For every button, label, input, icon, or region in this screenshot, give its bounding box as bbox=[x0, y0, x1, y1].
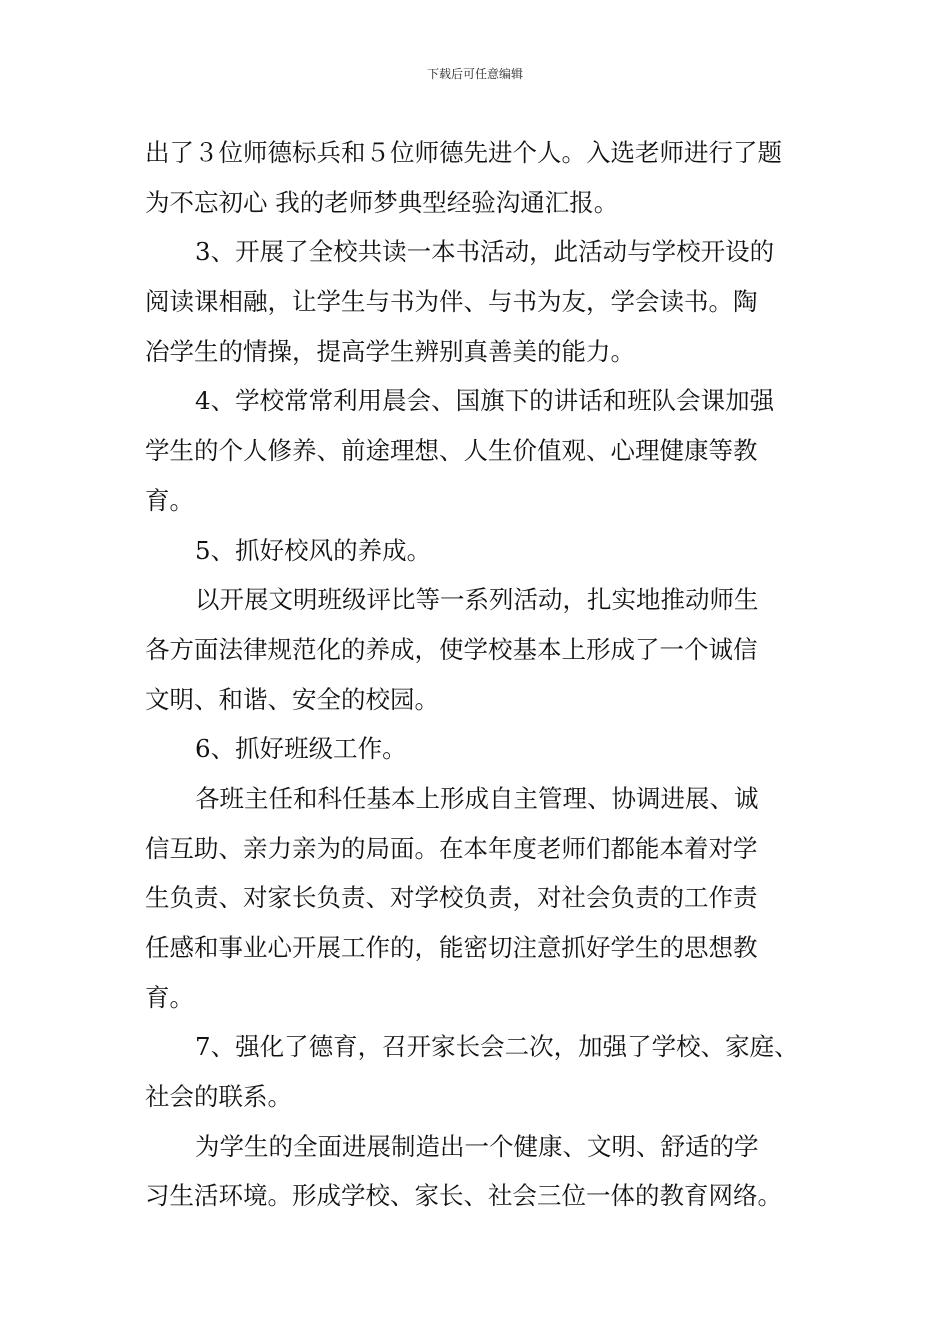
text-line: 文明、和谐、安全的校园。 bbox=[145, 684, 439, 714]
text-line: 育。 bbox=[145, 485, 194, 515]
paragraph bbox=[145, 526, 810, 576]
text-line: 信互助、亲力亲为的局面。在本年度老师们都能本着对学 bbox=[145, 833, 758, 863]
page-header: 下载后可任意编辑 bbox=[426, 67, 523, 81]
text-line: 任感和事业心开展工作的，能密切注意抓好学生的思想教 bbox=[145, 933, 758, 962]
text-line: 习生活环境。形成学校、家长、社会三位一体的教育网络。 bbox=[145, 1181, 782, 1211]
paragraph bbox=[145, 724, 810, 774]
text-line: 5、抓好校风的养成。 bbox=[195, 535, 432, 565]
text-line: 6、抓好班级工作。 bbox=[195, 734, 407, 764]
text-line: 生负责、对家长负责、对学校负责，对社会负责的工作责 bbox=[145, 883, 758, 913]
paragraph bbox=[145, 227, 810, 376]
paragraph bbox=[145, 1022, 810, 1121]
text-line: 3、开展了全校共读一本书活动，此活动与学校开设的 bbox=[195, 237, 775, 267]
text-line: 冶学生的情操，提高学生辨别真善美的能力。 bbox=[145, 336, 635, 366]
text-line: 育。 bbox=[145, 982, 194, 1012]
text-line: 各班主任和科任基本上形成自主管理、协调进展、诚 bbox=[195, 783, 759, 813]
paragraph bbox=[145, 376, 810, 525]
text-line: 出了３位师德标兵和５位师德先进个人。入选老师进行了题 bbox=[145, 138, 782, 167]
text-line: 各方面法律规范化的养成，使学校基本上形成了一个诚信 bbox=[145, 634, 758, 664]
text-line: 4、学校常常利用晨会、国旗下的讲话和班队会课加强 bbox=[195, 386, 775, 416]
text-line: 以开展文明班级评比等一系列活动，扎实地推动师生 bbox=[195, 585, 759, 615]
paragraph bbox=[145, 575, 810, 724]
text-line: 阅读课相融，让学生与书为伴、与书为友，学会读书。陶 bbox=[145, 287, 758, 317]
document-body bbox=[145, 128, 810, 1221]
text-line: 为不忘初心 我的老师梦典型经验沟通汇报。 bbox=[145, 187, 619, 217]
text-line: 社会的联系。 bbox=[145, 1082, 292, 1112]
text-line: 7、强化了德育，召开家长会二次，加强了学校、家庭、 bbox=[195, 1032, 799, 1062]
paragraph bbox=[145, 1122, 810, 1221]
text-line: 学生的个人修养、前途理想、人生价值观、心理健康等教 bbox=[145, 436, 758, 466]
text-line: 为学生的全面进展制造出一个健康、文明、舒适的学 bbox=[195, 1131, 759, 1161]
paragraph bbox=[145, 774, 810, 1022]
paragraph bbox=[145, 128, 810, 227]
